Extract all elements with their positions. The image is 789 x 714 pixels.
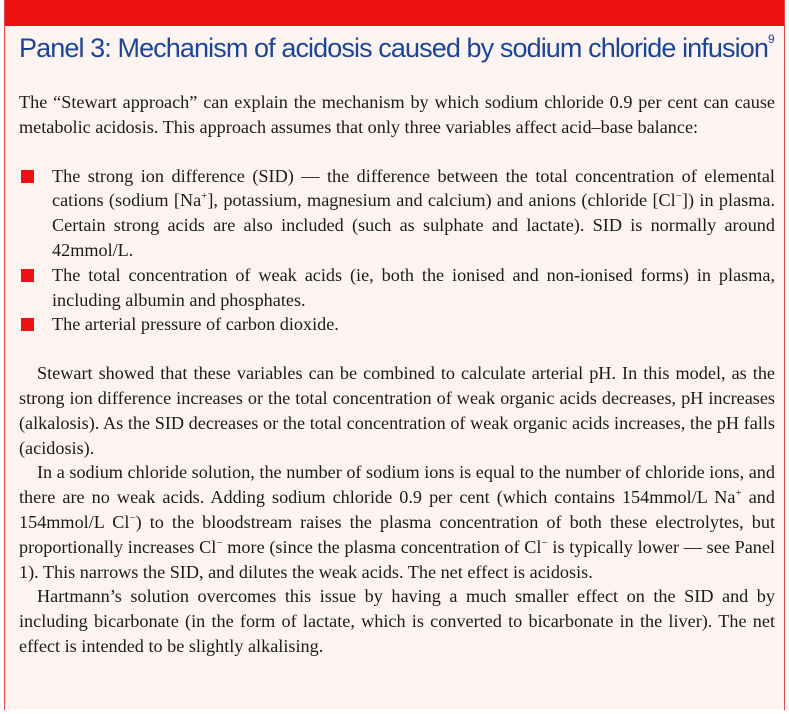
list-item-text: The strong ion difference (SID) — the difference between the total concentration of elemental cations (sodium [Na+], potassium, magnesium and calcium) and anions (chloride [Cl−]) in plasma. Certain strong acids are also included (such as sulphate and lactate). SID is normally around 42mmol/L. [52, 165, 775, 260]
panel-title [19, 26, 775, 65]
variables-list [19, 164, 775, 338]
list-item-text: The arterial pressure of carbon dioxide. [52, 314, 339, 335]
panel-title-text: Panel 3: Mechanism of acidosis caused by sodium chloride infusion [19, 33, 768, 63]
bullet-square-icon [21, 318, 34, 331]
list-item-text: The total concentration of weak acids (ie, both the ionised and non-ionised forms) in plasma, including albumin and phosphates. [52, 264, 775, 310]
intro-paragraph: The “Stewart approach” can explain the mechanism by which sodium chloride 0.9 per cent can cause metabolic acidosis. This approach assumes that only three variables affect acid–base balance: [19, 92, 775, 137]
list-item-weak-acids [19, 263, 775, 313]
bullet-square-icon [21, 170, 34, 183]
panel-title-reference: 9 [767, 32, 775, 46]
bullet-square-icon [21, 269, 34, 282]
sodium-chloride-paragraph: In a sodium chloride solution, the number of sodium ions is equal to the number of chloride ions, and there are no weak acids. Adding sodium chloride 0.9 per cent (which contains 154mmol/L Na+ and 154mmol/L Cl−) to the bloodstream raises the plasma concentration of both these electrolytes, but proportionally increases Cl− more (since the plasma concentration of Cl− is typically lower — see Panel 1). This narrows the SID, and dilutes the weak acids. The net effect is acidosis. [19, 462, 776, 582]
info-panel [4, 0, 785, 710]
stewart-paragraph: Stewart showed that these variables can be combined to calculate arterial pH. In this model, as the strong ion difference increases or the total concentration of weak organic acids decreases, pH increases (alkalosis). As the SID decreases or the total concentration of weak organic acids increases, the pH falls (acidosis). [19, 363, 775, 458]
list-item-co2 [19, 312, 775, 337]
panel-body [19, 90, 775, 659]
list-item-sid [19, 164, 775, 263]
panel-top-bar [5, 0, 784, 26]
hartmann-paragraph: Hartmann’s solution overcomes this issue by having a much smaller effect on the SID and by including bicarbonate (in the form of lactate, which is converted to bicarbonate in the liver). The net effect is intended to be slightly alkalising. [19, 586, 775, 656]
